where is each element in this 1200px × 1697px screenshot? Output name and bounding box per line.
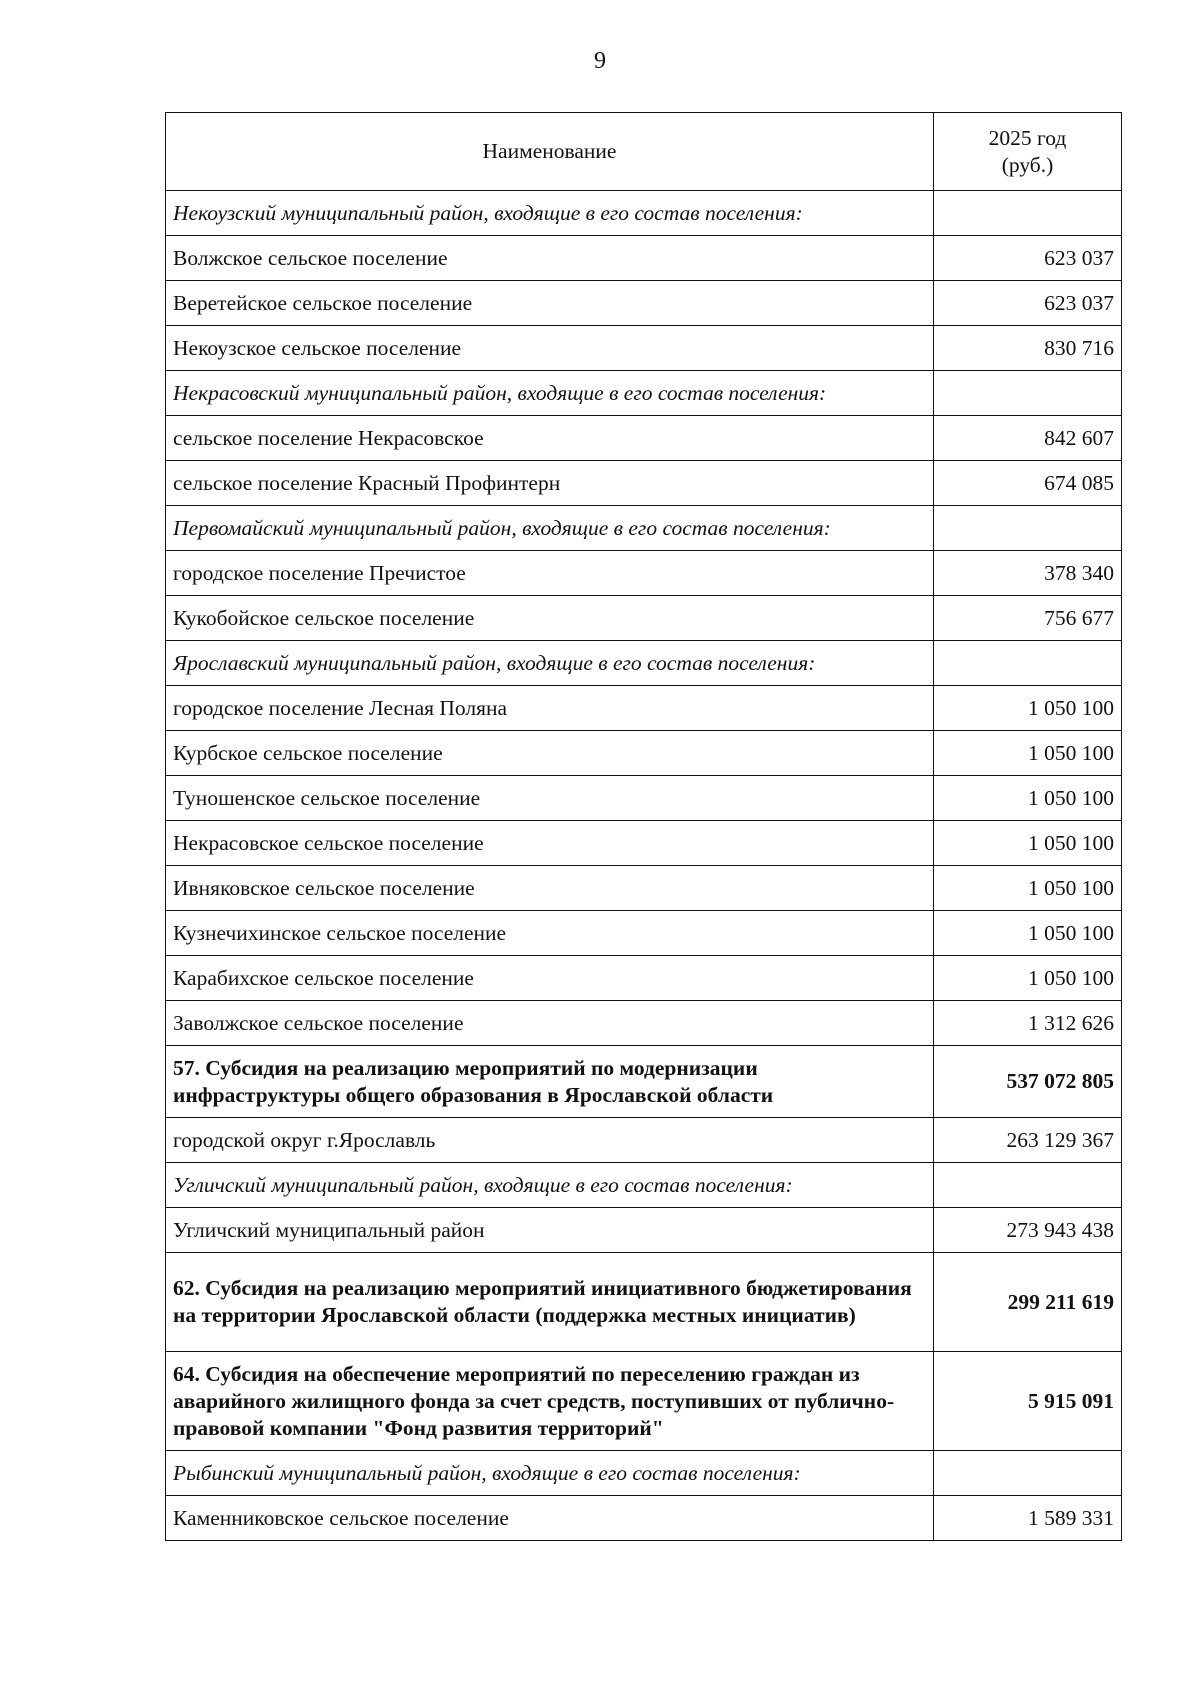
section-header-row [166, 191, 1122, 236]
section-header-row [166, 371, 1122, 416]
row-name: Каменниковское сельское поселение [166, 1496, 934, 1541]
section-header-row [166, 1163, 1122, 1208]
page-number: 9 [594, 48, 606, 74]
row-name: Заволжское сельское поселение [166, 1001, 934, 1046]
row-value: 273 943 438 [934, 1208, 1122, 1253]
row-value: 378 340 [934, 551, 1122, 596]
table-row [166, 596, 1122, 641]
section-header-row [166, 1451, 1122, 1496]
row-value: 1 050 100 [934, 956, 1122, 1001]
row-name: Кузнечихинское сельское поселение [166, 911, 934, 956]
row-name: Угличский муниципальный район, входящие в его состав поселения: [166, 1163, 934, 1208]
row-name: Ярославский муниципальный район, входящие в его состав поселения: [166, 641, 934, 686]
row-name: Кукобойское сельское поселение [166, 596, 934, 641]
row-value: 623 037 [934, 281, 1122, 326]
row-name: городской округ г.Ярославль [166, 1118, 934, 1163]
row-name: Некоузский муниципальный район, входящие в его состав поселения: [166, 191, 934, 236]
row-value [934, 191, 1122, 236]
row-value [934, 506, 1122, 551]
table-row [166, 461, 1122, 506]
row-name: сельское поселение Красный Профинтерн [166, 461, 934, 506]
row-value: 756 677 [934, 596, 1122, 641]
row-value: 1 050 100 [934, 911, 1122, 956]
row-value: 1 050 100 [934, 731, 1122, 776]
row-value [934, 1451, 1122, 1496]
row-name: 57. Субсидия на реализацию мероприятий по модернизации инфраструктуры общего образования в Ярославской области [166, 1046, 934, 1118]
row-name: Курбское сельское поселение [166, 731, 934, 776]
table-row [166, 821, 1122, 866]
section-header-row [166, 641, 1122, 686]
table-row [166, 731, 1122, 776]
table-row [166, 281, 1122, 326]
budget-table [165, 112, 1122, 1541]
row-value: 299 211 619 [934, 1253, 1122, 1352]
table-row [166, 866, 1122, 911]
table-body [166, 191, 1122, 1541]
column-header-name: Наименование [166, 113, 934, 191]
row-name: Первомайский муниципальный район, входящие в его состав поселения: [166, 506, 934, 551]
row-name: Карабихское сельское поселение [166, 956, 934, 1001]
row-name: Некоузское сельское поселение [166, 326, 934, 371]
row-name: 62. Субсидия на реализацию мероприятий инициативного бюджетирования на территории Ярославской области (поддержка местных инициатив) [166, 1253, 934, 1352]
row-value: 1 312 626 [934, 1001, 1122, 1046]
table-row [166, 236, 1122, 281]
table-row [166, 1118, 1122, 1163]
row-value: 842 607 [934, 416, 1122, 461]
table-row [166, 416, 1122, 461]
row-value: 830 716 [934, 326, 1122, 371]
row-name: городское поселение Лесная Поляна [166, 686, 934, 731]
row-name: Некрасовское сельское поселение [166, 821, 934, 866]
row-name: Рыбинский муниципальный район, входящие в его состав поселения: [166, 1451, 934, 1496]
row-name: 64. Субсидия на обеспечение мероприятий по переселению граждан из аварийного жилищного фонда за счет средств, поступивших от публично-правовой компании "Фонд развития территорий" [166, 1352, 934, 1451]
row-value: 537 072 805 [934, 1046, 1122, 1118]
row-value: 1 050 100 [934, 866, 1122, 911]
row-value [934, 641, 1122, 686]
row-value: 1 589 331 [934, 1496, 1122, 1541]
column-header-value [934, 113, 1122, 191]
row-name: Туношенское сельское поселение [166, 776, 934, 821]
row-value [934, 1163, 1122, 1208]
subsidy-total-row [166, 1253, 1122, 1352]
table-row [166, 551, 1122, 596]
row-value: 1 050 100 [934, 821, 1122, 866]
row-value [934, 371, 1122, 416]
row-value: 5 915 091 [934, 1352, 1122, 1451]
subsidy-total-row [166, 1352, 1122, 1451]
table-row [166, 1208, 1122, 1253]
row-name: Некрасовский муниципальный район, входящие в его состав поселения: [166, 371, 934, 416]
table-row [166, 686, 1122, 731]
row-value: 623 037 [934, 236, 1122, 281]
row-value: 674 085 [934, 461, 1122, 506]
row-name: Веретейское сельское поселение [166, 281, 934, 326]
table-row [166, 776, 1122, 821]
column-header-year: 2025 год [988, 125, 1067, 150]
table-row [166, 956, 1122, 1001]
section-header-row [166, 506, 1122, 551]
row-value: 263 129 367 [934, 1118, 1122, 1163]
row-name: сельское поселение Некрасовское [166, 416, 934, 461]
row-name: Угличский муниципальный район [166, 1208, 934, 1253]
row-value: 1 050 100 [934, 686, 1122, 731]
table-row [166, 1001, 1122, 1046]
table-row [166, 1496, 1122, 1541]
table-header-row [166, 113, 1122, 191]
row-name: Волжское сельское поселение [166, 236, 934, 281]
column-header-unit: (руб.) [1001, 152, 1054, 177]
table-row [166, 326, 1122, 371]
row-value: 1 050 100 [934, 776, 1122, 821]
table-row [166, 911, 1122, 956]
row-name: городское поселение Пречистое [166, 551, 934, 596]
subsidy-total-row [166, 1046, 1122, 1118]
row-name: Ивняковское сельское поселение [166, 866, 934, 911]
